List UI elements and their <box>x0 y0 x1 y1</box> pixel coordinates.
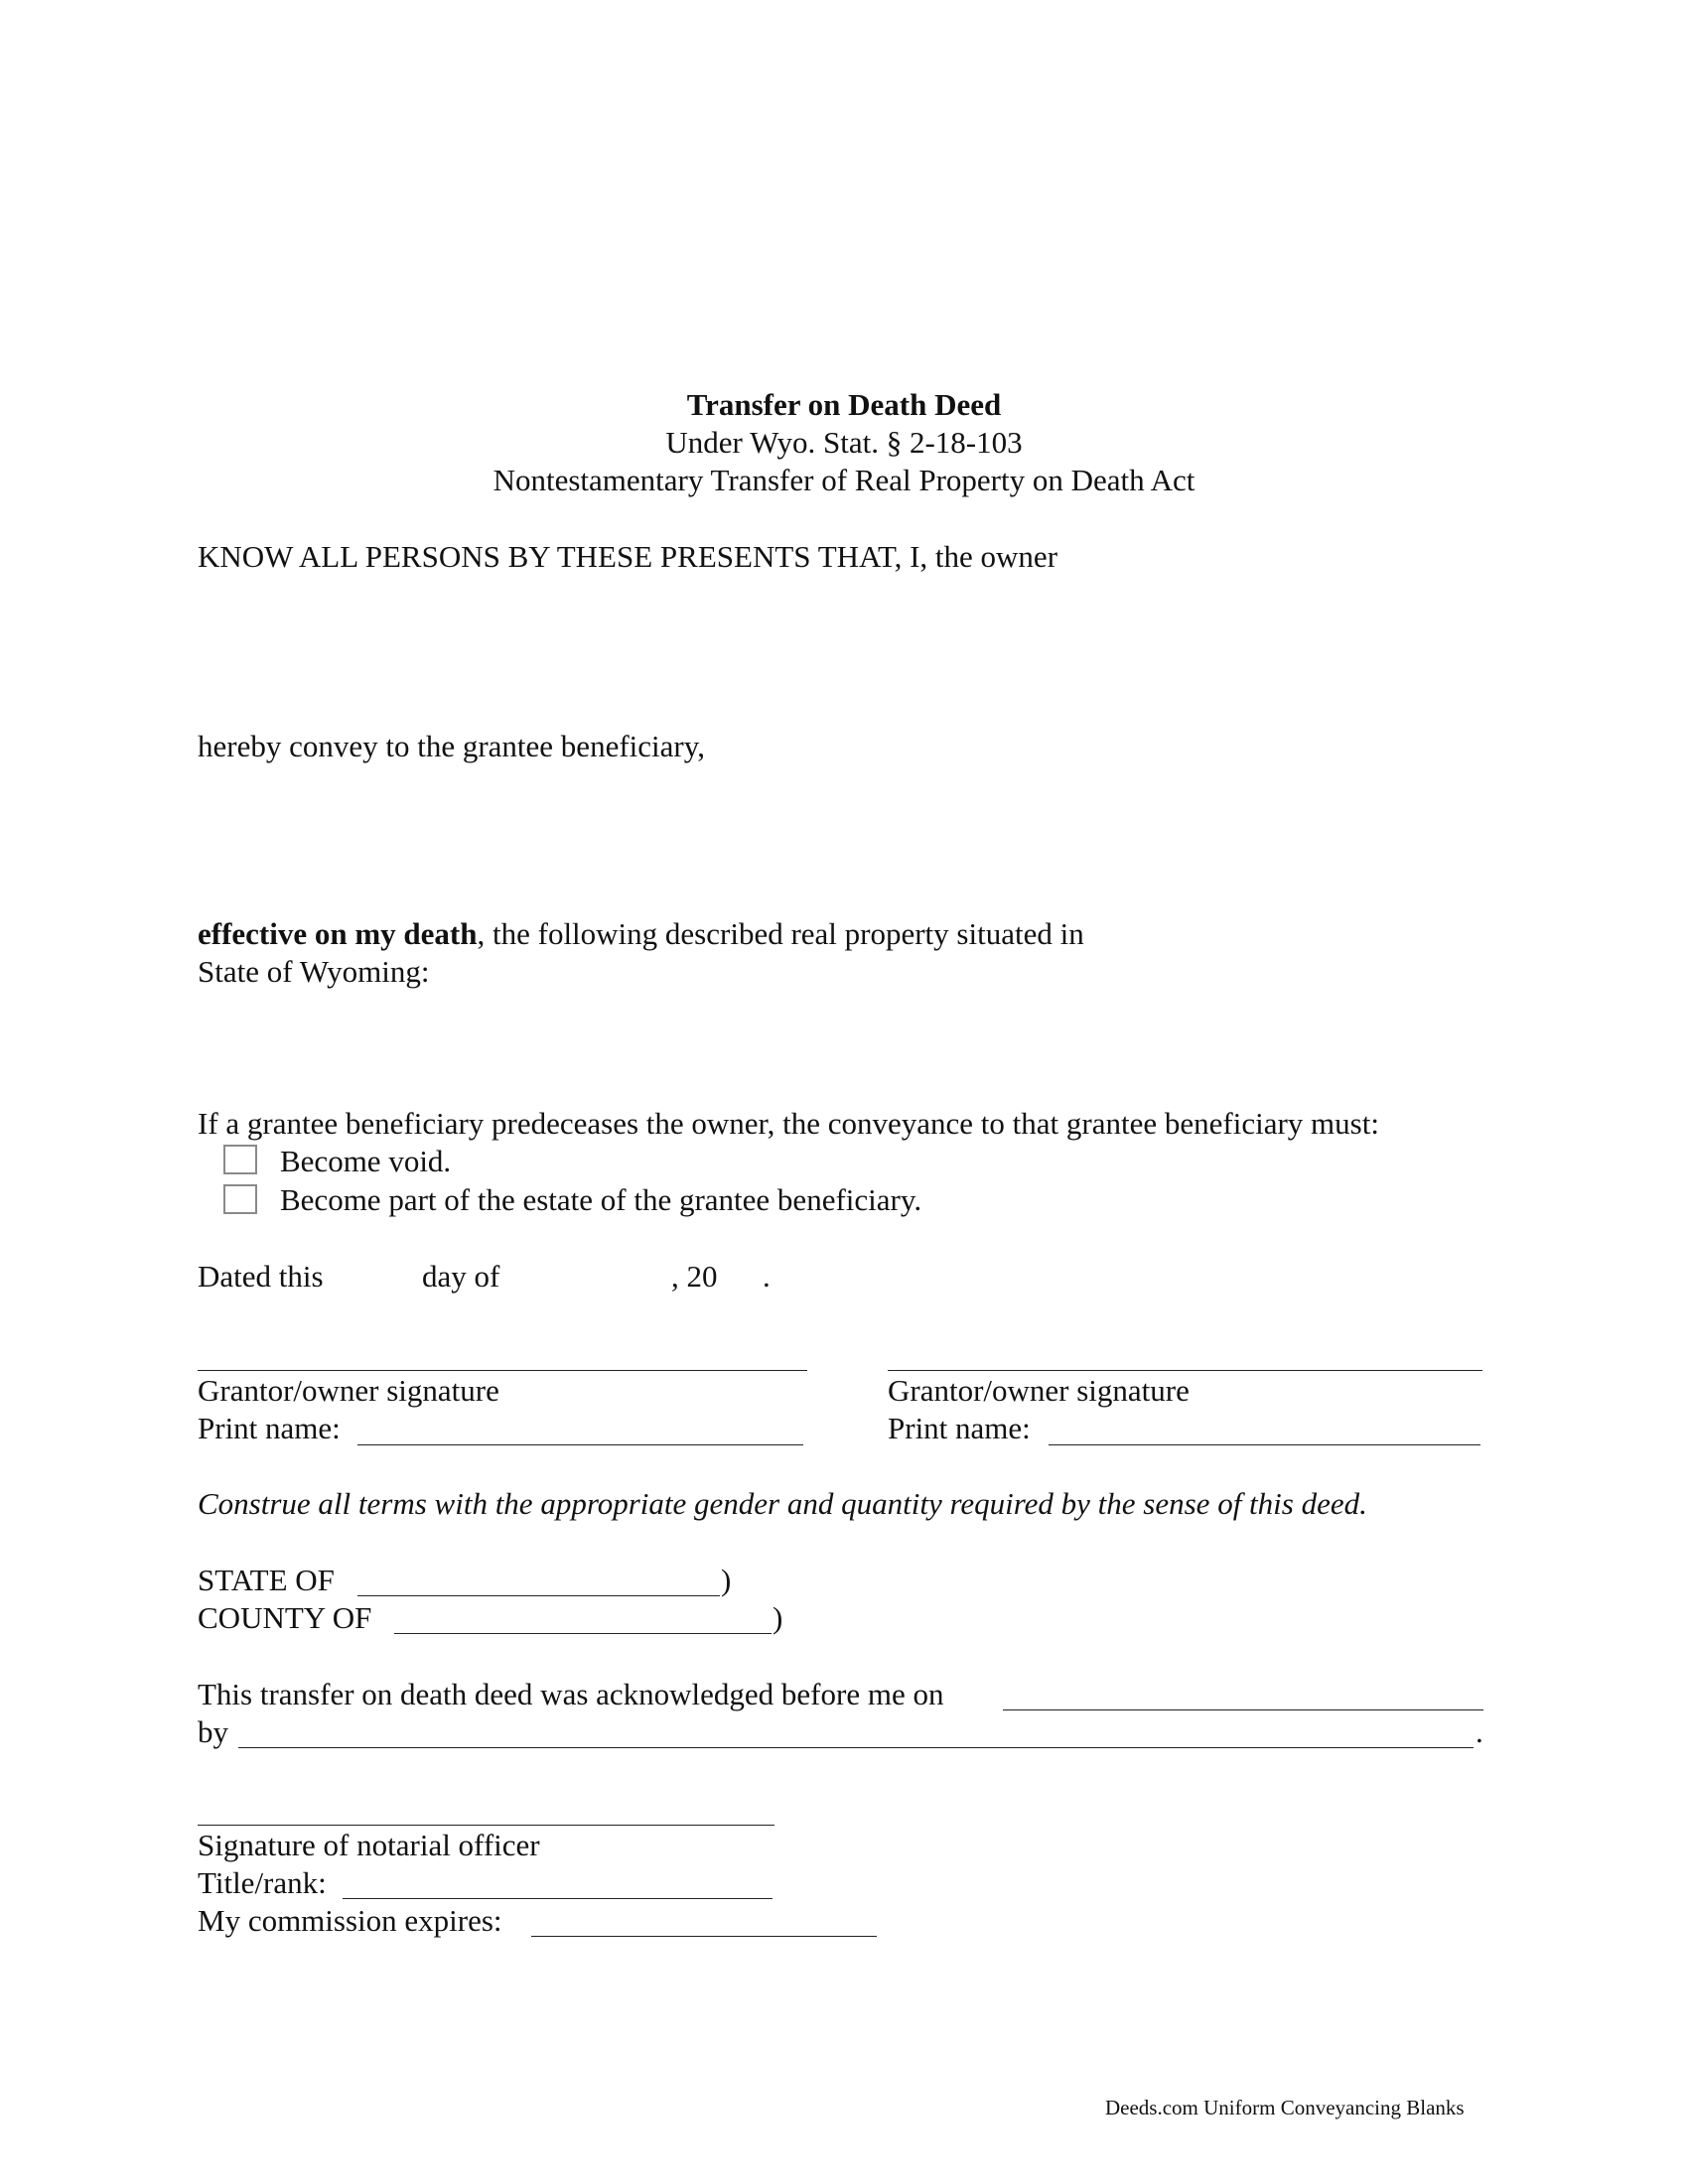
acknowledgment-text: This transfer on death deed was acknowledged before me on <box>198 1677 944 1711</box>
dated-this-label: Dated this <box>198 1259 324 1294</box>
right-signature-line[interactable] <box>888 1370 1482 1371</box>
county-of-line[interactable] <box>394 1633 772 1634</box>
state-of-label: STATE OF <box>198 1563 335 1597</box>
county-of-label: COUNTY OF <box>198 1600 372 1635</box>
left-print-name-label: Print name: <box>198 1411 341 1445</box>
year-prefix: , 20 <box>671 1259 718 1294</box>
become-estate-checkbox[interactable] <box>223 1184 257 1214</box>
left-print-name-line[interactable] <box>357 1444 803 1445</box>
left-signature-line[interactable] <box>198 1370 807 1371</box>
effective-rest-text: , the following described real property situated in <box>477 916 1084 951</box>
county-of-paren: ) <box>773 1600 783 1635</box>
day-of-label: day of <box>422 1259 500 1294</box>
right-print-name-label: Print name: <box>888 1411 1031 1445</box>
state-of-paren: ) <box>721 1563 732 1597</box>
effective-clause <box>198 915 1084 953</box>
document-title: Transfer on Death Deed <box>686 387 1002 422</box>
construe-clause: Construe all terms with the appropriate gender and quantity required by the sense of this deed. <box>198 1486 1367 1521</box>
commission-expires-line[interactable] <box>531 1936 877 1937</box>
commission-expires-label: My commission expires: <box>198 1903 502 1938</box>
option-become-void: Become void. <box>280 1144 452 1178</box>
notary-signature-line[interactable] <box>198 1825 774 1826</box>
statute-reference: Under Wyo. Stat. § 2-18-103 <box>665 425 1023 460</box>
left-signature-label: Grantor/owner signature <box>198 1373 499 1408</box>
right-print-name-line[interactable] <box>1049 1444 1480 1445</box>
convey-clause: hereby convey to the grantee beneficiary, <box>198 729 705 763</box>
title-rank-line[interactable] <box>343 1898 773 1899</box>
acknowledgment-period: . <box>1476 1714 1483 1749</box>
dated-period: . <box>763 1259 771 1294</box>
know-all-clause: KNOW ALL PERSONS BY THESE PRESENTS THAT, I, the owner <box>198 539 1058 574</box>
by-label: by <box>198 1714 228 1749</box>
predecease-clause: If a grantee beneficiary predeceases the owner, the conveyance to that grantee beneficiary must: <box>198 1106 1379 1141</box>
state-of-line[interactable] <box>357 1595 720 1596</box>
act-name: Nontestamentary Transfer of Real Property on Death Act <box>492 463 1196 497</box>
state-line: State of Wyoming: <box>198 954 430 989</box>
option-become-estate: Become part of the estate of the grantee beneficiary. <box>280 1182 922 1217</box>
footer-text: Deeds.com Uniform Conveyancing Blanks <box>1105 2096 1465 2119</box>
notary-signature-label: Signature of notarial officer <box>198 1828 540 1862</box>
right-signature-label: Grantor/owner signature <box>888 1373 1190 1408</box>
effective-bold-text: effective on my death <box>198 916 478 951</box>
acknowledgment-date-line[interactable] <box>1003 1709 1483 1710</box>
title-rank-label: Title/rank: <box>198 1865 327 1900</box>
acknowledged-by-line[interactable] <box>238 1747 1474 1748</box>
become-void-checkbox[interactable] <box>223 1145 257 1174</box>
